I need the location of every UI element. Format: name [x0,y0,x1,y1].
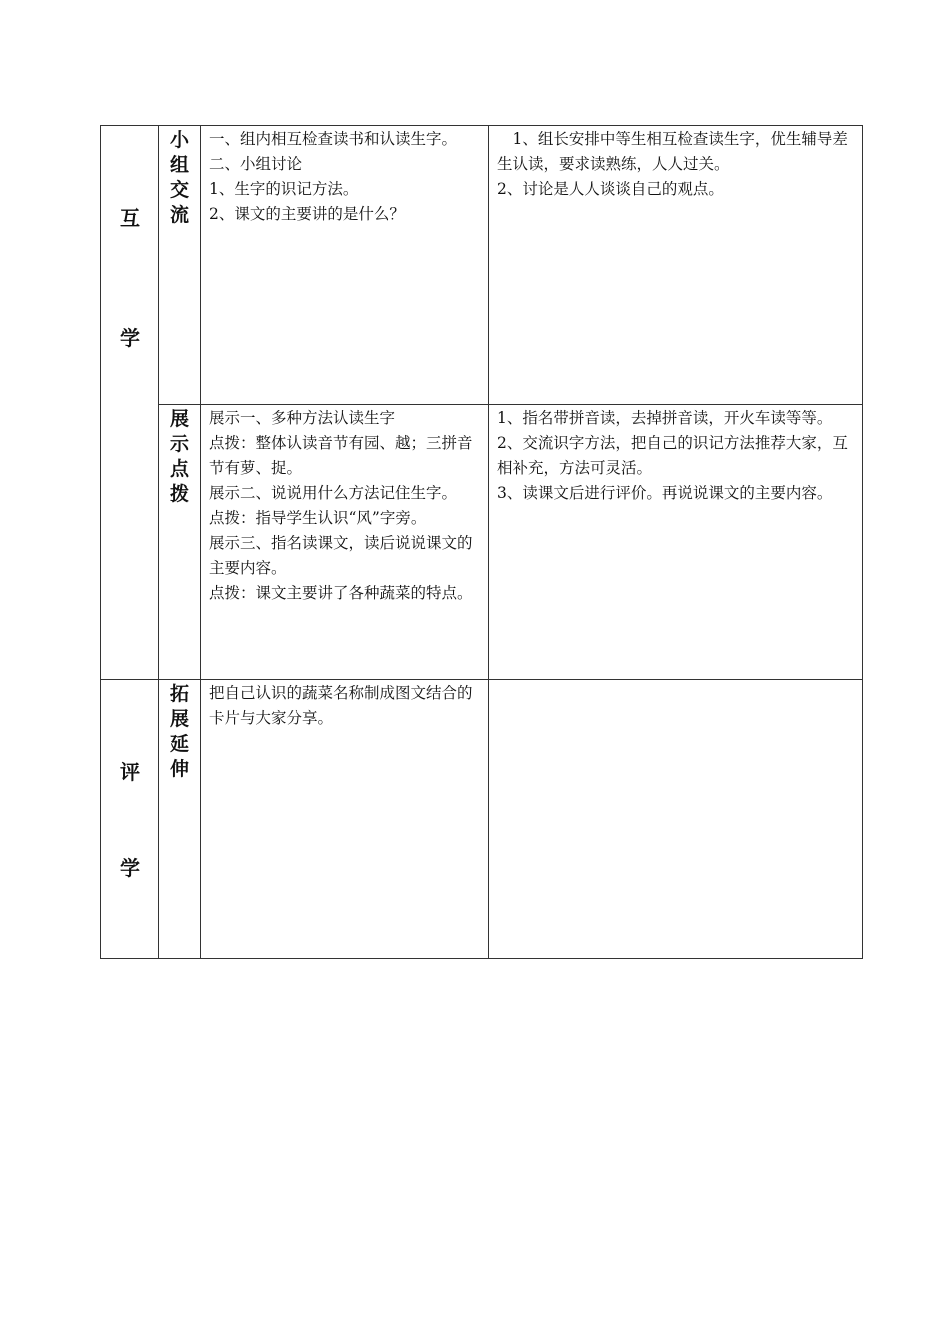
activity-content [201,126,489,405]
note-line: 2、交流识字方法，把自己的识记方法推荐大家，互相补充，方法可灵活。 [497,434,848,477]
section-char: 学 [120,326,140,350]
step-char: 拓 [169,683,189,705]
content-line: 展示一、多种方法认读生字 [209,409,396,427]
section-char: 学 [120,856,140,880]
content-line: 2、课文的主要讲的是什么？ [209,205,405,223]
section-char: 互 [120,206,140,230]
content-line: 把自己认识的蔬菜名称制成图文结合的卡片与大家分享。 [209,684,473,727]
section-ping-xue [101,680,159,959]
activity-content [201,405,489,680]
content-line: 一、组内相互检查读书和认读生字。 [209,130,458,148]
step-char: 伸 [169,758,189,780]
step-char: 组 [169,154,189,176]
step-char: 拨 [169,483,189,505]
teaching-notes [489,126,863,405]
content-line: 1、生字的识记方法。 [209,180,359,198]
note-line: 2、讨论是人人谈谈自己的观点。 [497,180,724,198]
step-char: 交 [169,179,189,201]
table-row [101,680,863,959]
step-char: 展 [169,708,189,730]
note-line: 1、指名带拼音读，去掉拼音读，开火车读等等。 [497,409,833,427]
step-label-presentation [159,405,201,680]
table-row [101,126,863,405]
step-label-group-discussion [159,126,201,405]
content-line: 点拨：课文主要讲了各种蔬菜的特点。 [209,584,473,602]
section-hu-xue [101,126,159,680]
step-char: 点 [169,458,189,480]
content-line: 点拨：整体认读音节有园、越；三拼音节有萝、捉。 [209,434,473,477]
teaching-notes [489,405,863,680]
note-line: 1、组长安排中等生相互检查读生字，优生辅导差生认读，要求读熟练，人人过关。 [497,130,848,173]
step-char: 示 [169,433,189,455]
content-line: 二、小组讨论 [209,155,303,173]
step-char: 流 [169,204,189,226]
step-char: 展 [169,408,189,430]
table-row [101,405,863,680]
content-line: 展示二、说说用什么方法记住生字。 [209,484,458,502]
teaching-notes [489,680,863,959]
section-char: 评 [120,760,140,784]
content-line: 展示三、指名读课文，读后说说课文的主要内容。 [209,534,473,577]
activity-content [201,680,489,959]
step-char: 延 [169,733,189,755]
content-line: 点拨：指导学生认识“风”字旁。 [209,509,427,527]
step-label-extension [159,680,201,959]
note-line: 3、读课文后进行评价。再说说课文的主要内容。 [497,484,833,502]
step-char: 小 [169,129,189,151]
lesson-plan-table [100,125,863,959]
